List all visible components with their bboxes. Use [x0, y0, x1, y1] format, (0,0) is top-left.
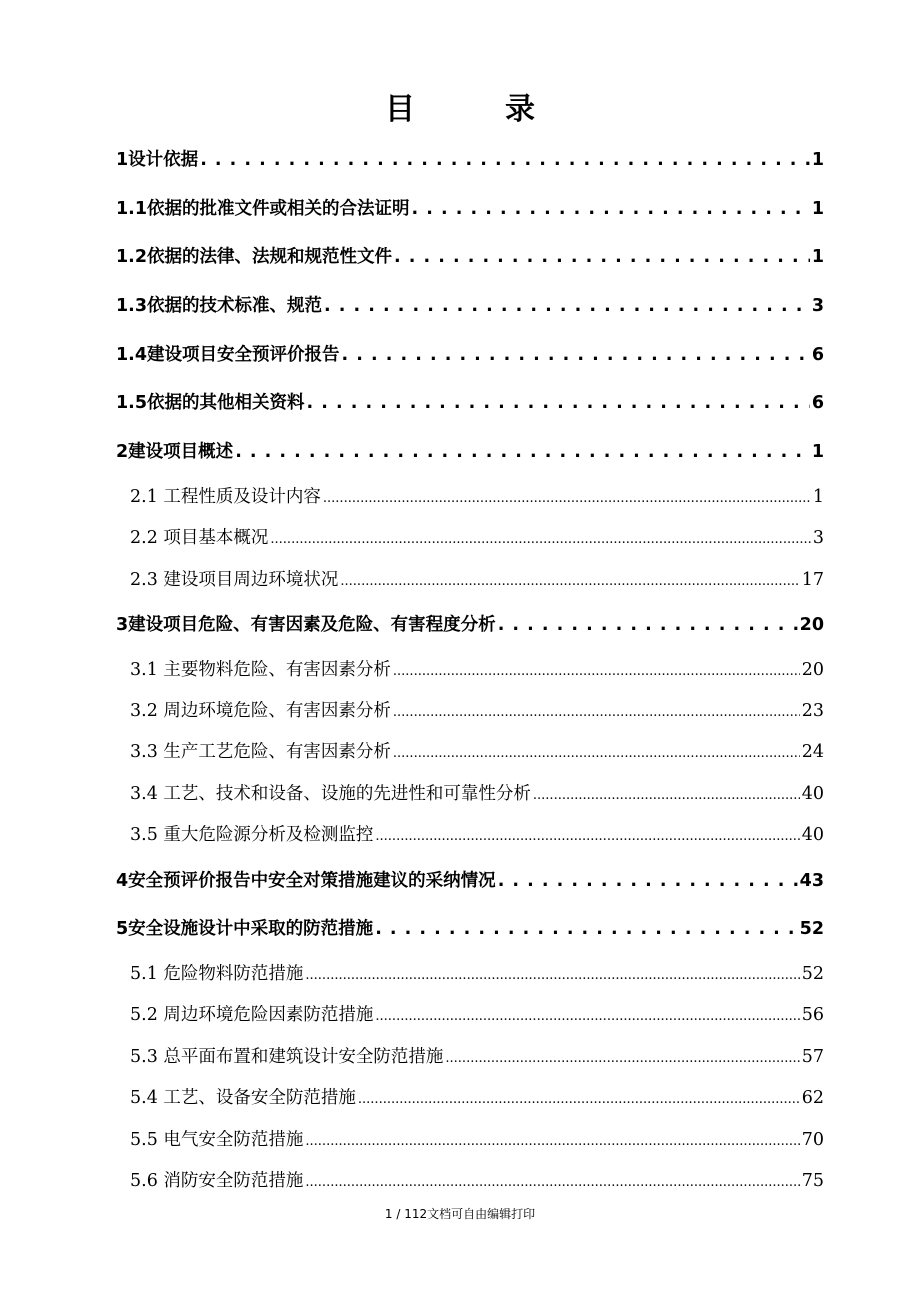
toc-entry-title: 5.2 周边环境危险因素防范措施 [130, 1005, 374, 1026]
toc-dot-leader [375, 816, 799, 857]
toc-entry-title: 3.5 重大危险源分析及检测监控 [130, 825, 374, 846]
toc-page-number: 6 [811, 393, 824, 414]
toc-entry-title: 3.4 工艺、技术和设备、设施的先进性和可靠性分析 [130, 783, 531, 804]
toc-dot-leader [235, 428, 810, 477]
page-title: 目 录 [385, 92, 565, 127]
toc-page-number: 52 [801, 964, 824, 984]
toc-dot-leader [393, 651, 800, 692]
toc-entry-title: 1.4建设项目安全预评价报告 [116, 344, 340, 365]
toc-section-entry[interactable] [116, 1161, 824, 1202]
toc-dot-leader [270, 519, 810, 560]
toc-dot-leader [393, 733, 800, 774]
toc-page-number: 52 [799, 919, 824, 940]
toc-dot-leader [533, 775, 800, 816]
toc-page-number: 57 [801, 1046, 824, 1067]
toc-page-number: 1 [811, 198, 824, 219]
toc-chapter-entry[interactable] [116, 857, 824, 906]
toc-chapter-entry[interactable] [116, 601, 824, 650]
toc-dot-leader [498, 857, 798, 906]
toc-dot-leader [305, 955, 799, 996]
toc-chapter-entry[interactable] [116, 428, 824, 477]
page-footer: 1 / 112文档可自由编辑打印 [384, 1207, 536, 1221]
toc-chapter-entry[interactable] [116, 379, 824, 428]
toc-entry-title: 5.4 工艺、设备安全防范措施 [130, 1088, 356, 1109]
toc-dot-leader [305, 1162, 799, 1203]
toc-entry-title: 5.3 总平面布置和建筑设计安全防范措施 [130, 1046, 444, 1067]
toc-dot-leader [393, 692, 800, 733]
toc-page-number: 17 [801, 569, 824, 590]
toc-entry-title: 3.1 主要物料危险、有害因素分析 [130, 659, 391, 680]
toc-section-entry[interactable] [116, 995, 824, 1036]
toc-dot-leader [498, 601, 798, 650]
toc-page-number: 56 [801, 1005, 824, 1026]
toc-section-entry[interactable] [116, 774, 824, 815]
toc-entry-title: 1.1依据的批准文件或相关的合法证明 [116, 198, 410, 219]
toc-dot-leader [375, 996, 799, 1037]
toc-entry-title: 4安全预评价报告中安全对策措施建议的采纳情况 [116, 870, 496, 891]
toc-chapter-entry[interactable] [116, 282, 824, 331]
toc-chapter-entry[interactable] [116, 331, 824, 380]
toc-page-number: 1 [812, 486, 824, 507]
toc-dot-leader [324, 282, 810, 331]
toc-page-number: 43 [799, 870, 824, 891]
toc-chapter-entry[interactable] [116, 905, 824, 954]
toc-chapter-entry[interactable] [116, 185, 824, 234]
toc-page-number: 1 [811, 150, 824, 170]
toc-entry-title: 2建设项目概述 [116, 442, 234, 463]
toc-section-entry[interactable] [116, 1120, 824, 1161]
toc-dot-leader [375, 905, 797, 954]
toc-dot-leader [358, 1079, 800, 1120]
toc-page-number: 40 [801, 825, 824, 846]
toc-dot-leader [305, 1121, 799, 1162]
toc-entry-title: 1.3依据的技术标准、规范 [116, 296, 323, 317]
toc-dot-leader [412, 185, 810, 234]
toc-dot-leader [200, 136, 810, 185]
toc-section-entry[interactable] [116, 560, 824, 601]
toc-page-number: 75 [801, 1170, 824, 1191]
toc-page-number: 40 [801, 783, 824, 804]
toc-page-number: 23 [801, 701, 824, 722]
table-of-contents [116, 136, 824, 1202]
toc-section-entry[interactable] [116, 1037, 824, 1078]
toc-entry-title: 2.2 项目基本概况 [130, 528, 269, 549]
toc-section-entry[interactable] [116, 650, 824, 691]
toc-section-entry[interactable] [116, 1078, 824, 1119]
toc-entry-title: 1.2依据的法律、法规和规范性文件 [116, 247, 392, 268]
toc-entry-title: 3建设项目危险、有害因素及危险、有害程度分析 [116, 614, 496, 635]
toc-entry-title: 1.5依据的其他相关资料 [116, 393, 305, 414]
toc-page-number: 1 [811, 442, 824, 463]
toc-dot-leader [394, 233, 810, 282]
toc-page-number: 24 [801, 742, 824, 763]
toc-page-number: 6 [811, 344, 824, 365]
toc-entry-title: 1设计依据 [116, 150, 199, 170]
toc-entry-title: 3.3 生产工艺危险、有害因素分析 [130, 742, 391, 763]
toc-page-number: 70 [801, 1129, 824, 1150]
toc-page-number: 62 [801, 1088, 824, 1109]
toc-chapter-entry[interactable] [116, 136, 824, 185]
toc-section-entry[interactable] [116, 954, 824, 995]
toc-page-number: 20 [799, 614, 824, 635]
toc-dot-leader [340, 561, 799, 602]
toc-chapter-entry[interactable] [116, 233, 824, 282]
toc-section-entry[interactable] [116, 691, 824, 732]
toc-section-entry[interactable] [116, 732, 824, 773]
toc-entry-title: 2.3 建设项目周边环境状况 [130, 569, 339, 590]
toc-page-number: 3 [811, 296, 824, 317]
toc-dot-leader [307, 379, 810, 428]
toc-page-number: 1 [811, 247, 824, 268]
toc-page-number: 3 [812, 528, 824, 549]
toc-entry-title: 5.6 消防安全防范措施 [130, 1170, 304, 1191]
toc-entry-title: 5安全设施设计中采取的防范措施 [116, 919, 374, 940]
toc-page-number: 20 [801, 659, 824, 680]
toc-section-entry[interactable] [116, 477, 824, 518]
toc-entry-title: 5.1 危险物料防范措施 [130, 964, 304, 984]
toc-entry-title: 3.2 周边环境危险、有害因素分析 [130, 701, 391, 722]
toc-section-entry[interactable] [116, 815, 824, 856]
toc-dot-leader [342, 331, 810, 380]
toc-entry-title: 5.5 电气安全防范措施 [130, 1129, 304, 1150]
toc-entry-title: 2.1 工程性质及设计内容 [130, 486, 321, 507]
toc-section-entry[interactable] [116, 518, 824, 559]
toc-dot-leader [323, 478, 811, 519]
toc-dot-leader [445, 1038, 799, 1079]
